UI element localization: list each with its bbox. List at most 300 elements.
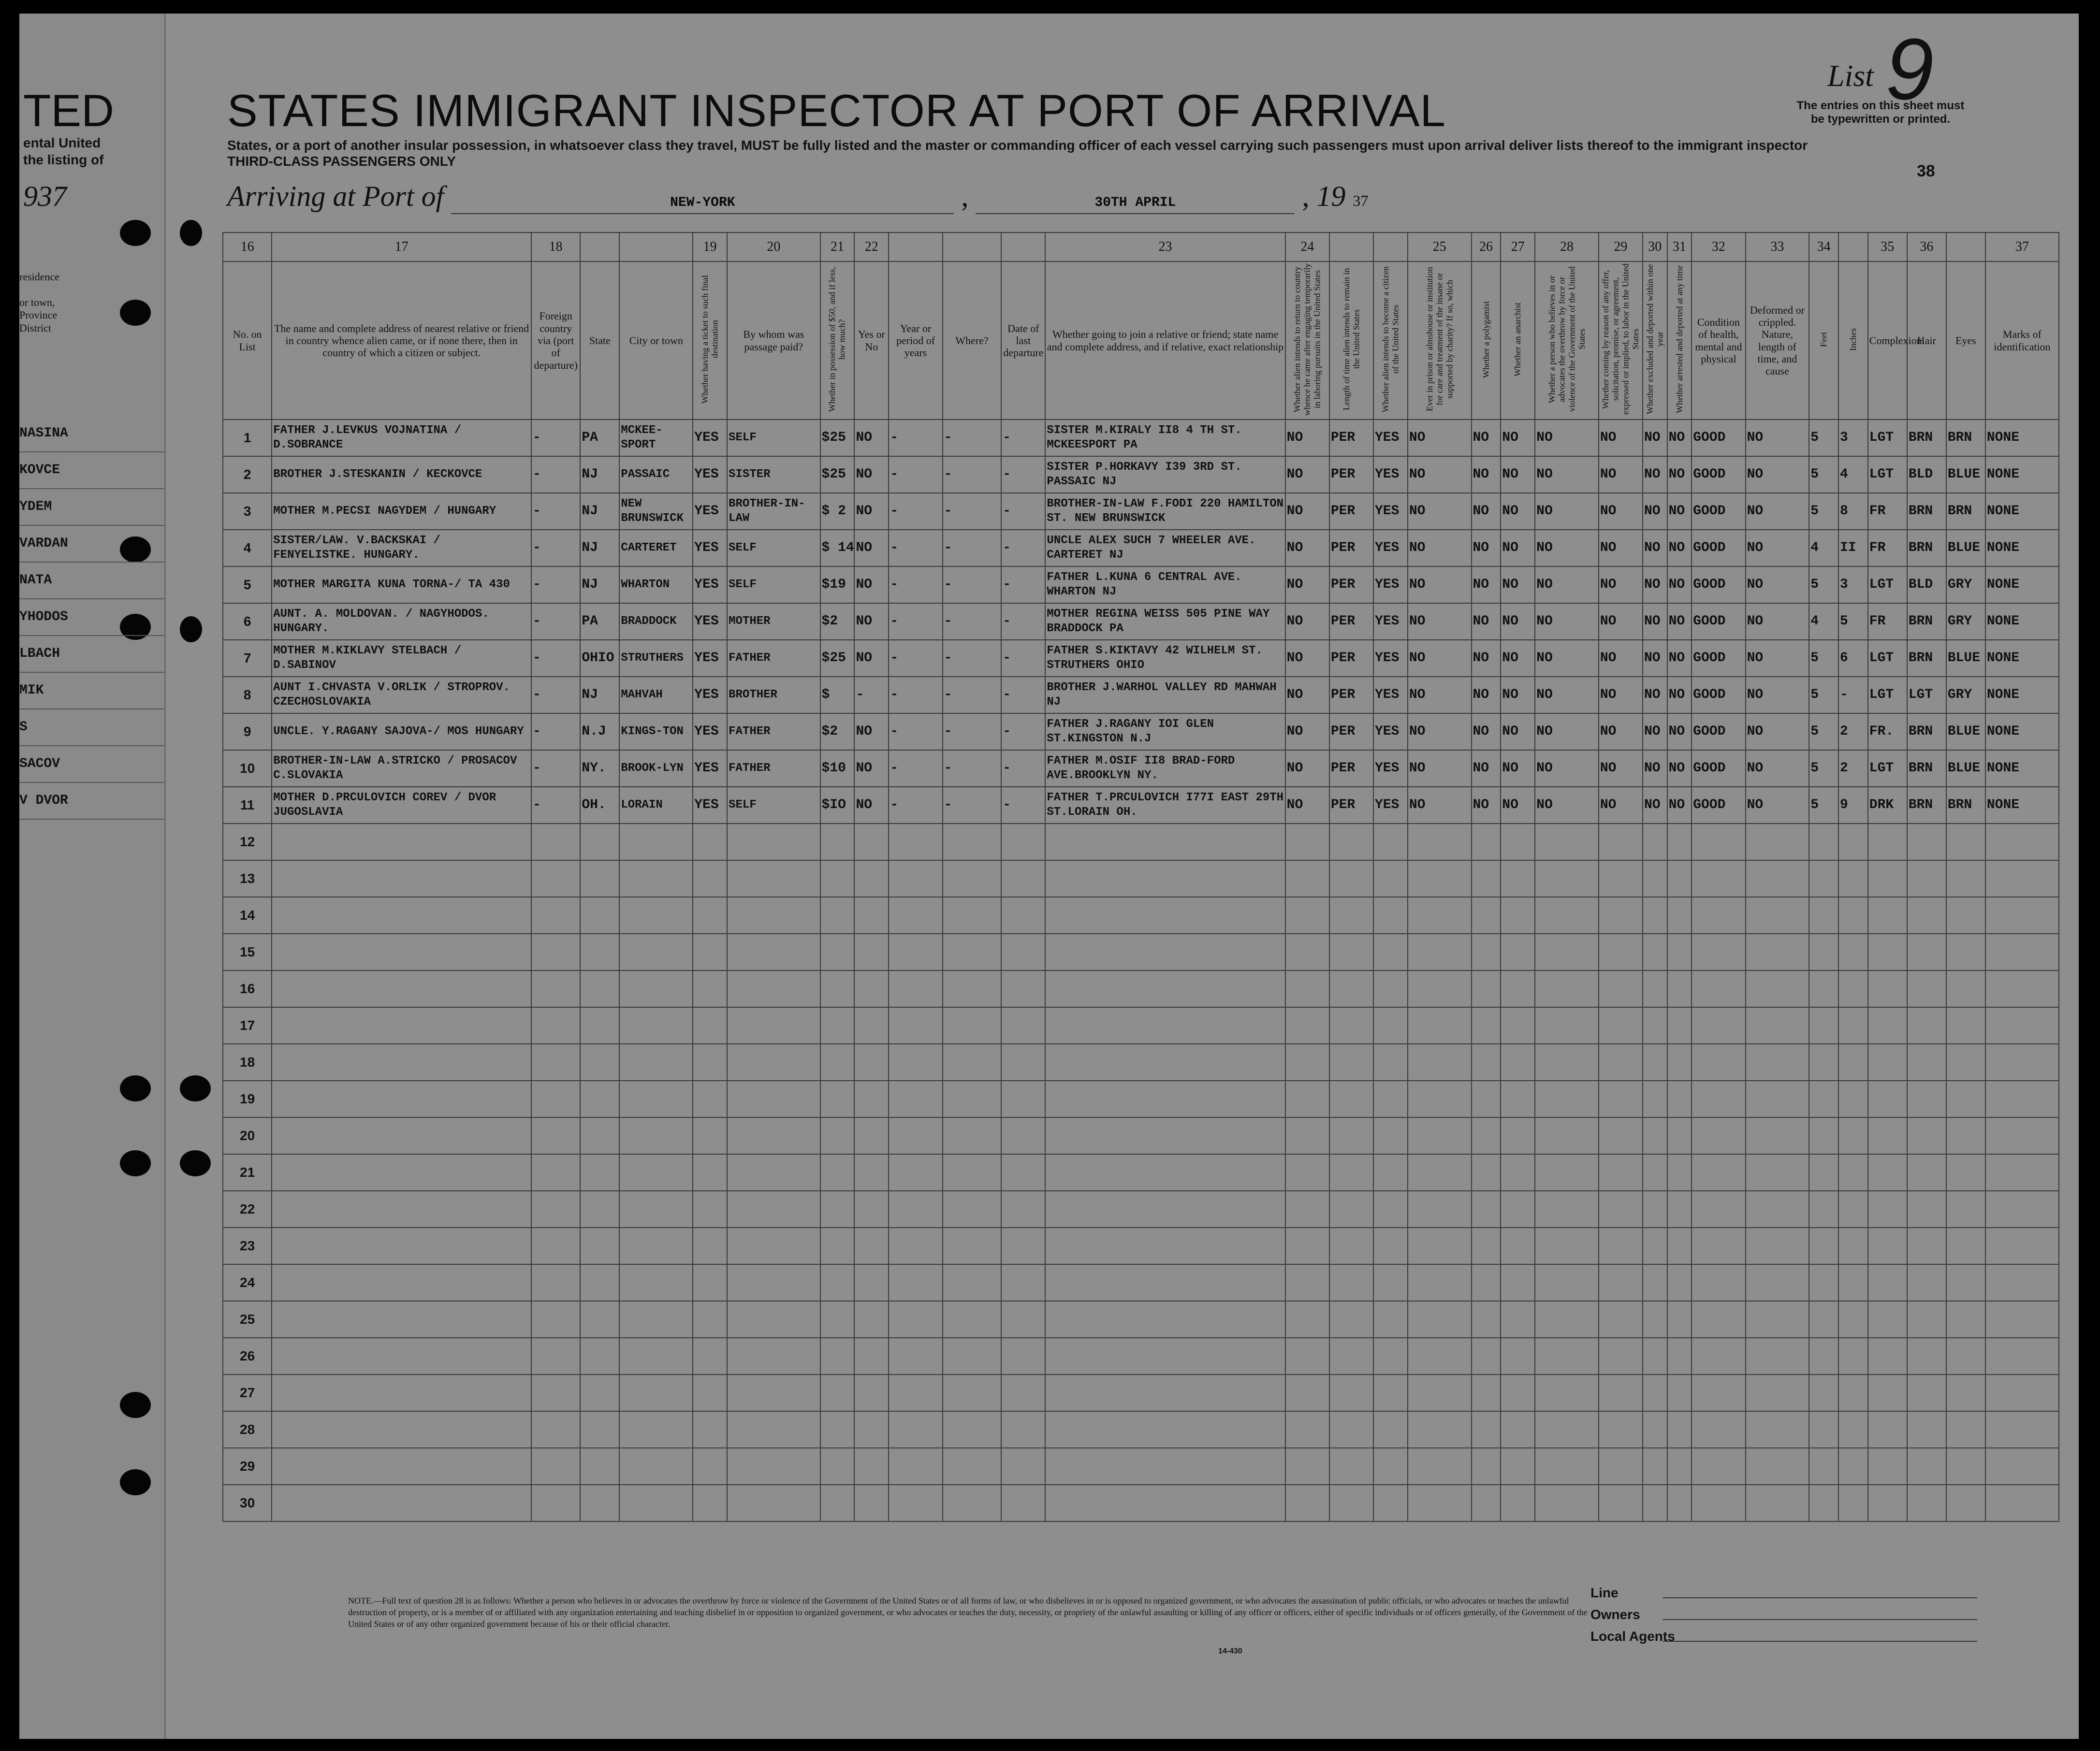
empty-cell: [943, 1081, 1002, 1117]
table-row: [223, 1191, 2059, 1228]
column-number: 36: [1907, 232, 1946, 261]
cell-state: NY.: [580, 750, 619, 787]
empty-cell: [1746, 824, 1809, 860]
cell-hair: BRN: [1907, 603, 1946, 640]
empty-cell: [272, 1485, 531, 1521]
empty-cell: [580, 1191, 619, 1228]
cell-where: -: [943, 566, 1002, 603]
cell-offer: NO: [1599, 603, 1643, 640]
empty-cell: [1535, 897, 1599, 934]
cell-foreign: -: [531, 493, 580, 530]
empty-cell: [1501, 1154, 1535, 1191]
empty-cell: [1868, 934, 1907, 970]
cell-ticket: YES: [693, 603, 727, 640]
header-feet: Feet: [1809, 261, 1838, 420]
cell-deformed: NO: [1746, 530, 1809, 566]
empty-cell: [1838, 1485, 1868, 1521]
empty-cell: [1329, 897, 1373, 934]
empty-cell: [1643, 1264, 1667, 1301]
empty-cell: [1985, 970, 2059, 1007]
empty-cell: [1746, 1448, 1809, 1485]
empty-cell: [1408, 934, 1472, 970]
cell-feet: 5: [1809, 456, 1838, 493]
empty-cell: [531, 824, 580, 860]
cell-overthrow: NO: [1535, 603, 1599, 640]
cell-foreign: -: [531, 530, 580, 566]
empty-cell: [580, 1228, 619, 1264]
empty-cell: [1472, 897, 1501, 934]
empty-cell: [889, 824, 942, 860]
cell-where: -: [943, 456, 1002, 493]
header-citizen: Whether alien intends to become a citizen of the United States: [1373, 261, 1408, 420]
cell-inches: 2: [1838, 750, 1868, 787]
empty-cell: [580, 1375, 619, 1411]
empty-cell: [1985, 1154, 2059, 1191]
cell-paid: SELF: [727, 566, 820, 603]
empty-cell: [1907, 1007, 1946, 1044]
empty-cell: [1692, 1448, 1745, 1485]
table-row: [223, 787, 2059, 824]
empty-cell: [1285, 1301, 1329, 1338]
cell-ticket: YES: [693, 530, 727, 566]
left-page-cell: SACOV: [19, 746, 164, 783]
empty-cell: [1838, 1044, 1868, 1081]
cell-no: 1: [223, 420, 272, 456]
table-row: [223, 1154, 2059, 1191]
empty-cell: [693, 1411, 727, 1448]
left-page-line: the listing of: [23, 152, 104, 167]
cell-citizen: YES: [1373, 456, 1408, 493]
cell-prison: NO: [1408, 677, 1472, 713]
empty-cell: [1501, 1007, 1535, 1044]
empty-cell: [1329, 1375, 1373, 1411]
empty-cell: [1045, 1375, 1285, 1411]
cell-ticket: YES: [693, 640, 727, 677]
empty-cell: [1809, 1264, 1838, 1301]
empty-cell: [1373, 1448, 1408, 1485]
cell-deformed: NO: [1746, 750, 1809, 787]
empty-cell: [1373, 1154, 1408, 1191]
empty-cell: [943, 1448, 1002, 1485]
cell-stay: PER: [1329, 530, 1373, 566]
cell-intend: NO: [1285, 566, 1329, 603]
table-row: [223, 1117, 2059, 1154]
cell-marks: NONE: [1985, 566, 2059, 603]
empty-cell: [820, 897, 855, 934]
cell-excl: NO: [1643, 603, 1667, 640]
column-number: [1329, 232, 1373, 261]
cell-stay: PER: [1329, 750, 1373, 787]
empty-cell: [272, 1264, 531, 1301]
cell-excl: NO: [1643, 493, 1667, 530]
empty-cell: [619, 1044, 693, 1081]
empty-cell: [1985, 824, 2059, 860]
cell-complexion: LGT: [1868, 566, 1907, 603]
empty-cell: [889, 897, 942, 934]
cell-years: -: [889, 640, 942, 677]
cell-years: -: [889, 530, 942, 566]
empty-cell: [1946, 897, 1985, 934]
cell-relative: MOTHER MARGITA KUNA TORNA-/ TA 430: [272, 566, 531, 603]
cell-join: FATHER J.RAGANY IOI GLEN ST.KINGSTON N.J: [1045, 713, 1285, 750]
cell-stay: PER: [1329, 713, 1373, 750]
empty-cell: [1907, 1264, 1946, 1301]
empty-cell: [272, 824, 531, 860]
cell-offer: NO: [1599, 713, 1643, 750]
empty-cell: [1001, 860, 1045, 897]
empty-cell: [1946, 1117, 1985, 1154]
cell-marks: NONE: [1985, 640, 2059, 677]
cell-no: 2: [223, 456, 272, 493]
cell-join: FATHER M.OSIF II8 BRAD-FORD AVE.BROOKLYN NY.: [1045, 750, 1285, 787]
cell-complexion: FR.: [1868, 713, 1907, 750]
cell-city: PASSAIC: [619, 456, 693, 493]
empty-cell: [1868, 1044, 1907, 1081]
cell-excl: NO: [1643, 713, 1667, 750]
empty-cell: [1373, 1338, 1408, 1375]
cell-intend: NO: [1285, 530, 1329, 566]
header-excluded: Whether excluded and deported within one year: [1643, 261, 1667, 420]
cell-marks: NONE: [1985, 493, 2059, 530]
empty-cell: [727, 1117, 820, 1154]
empty-cell: [1285, 1338, 1329, 1375]
table-row: [223, 750, 2059, 787]
cell-arrest: NO: [1667, 493, 1692, 530]
cell-citizen: YES: [1373, 530, 1408, 566]
cell-paid: MOTHER: [727, 603, 820, 640]
cell-complexion: FR: [1868, 603, 1907, 640]
cell-prison: NO: [1408, 640, 1472, 677]
cell-dep: -: [1001, 640, 1045, 677]
empty-cell: [1472, 1081, 1501, 1117]
header-foreign-country: Foreign country via (port of departure): [531, 261, 580, 420]
empty-cell: [1746, 1044, 1809, 1081]
cell-deformed: NO: [1746, 493, 1809, 530]
empty-cell: [1329, 1338, 1373, 1375]
typed-note: The entries on this sheet must be typewritten or printed.: [1796, 99, 1965, 126]
empty-cell: [1692, 897, 1745, 934]
empty-cell: [889, 1411, 942, 1448]
cell-anarch: NO: [1501, 677, 1535, 713]
empty-cell: [272, 860, 531, 897]
cell-relative: MOTHER M.PECSI NAGYDEM / HUNGARY: [272, 493, 531, 530]
empty-cell: [1599, 824, 1643, 860]
empty-cell: [1285, 934, 1329, 970]
cell-relative: FATHER J.LEVKUS VOJNATINA / D.SOBRANCE: [272, 420, 531, 456]
empty-cell: [1643, 1191, 1667, 1228]
cell-inches: 4: [1838, 456, 1868, 493]
cell-citizen: YES: [1373, 640, 1408, 677]
empty-cell: [1868, 1375, 1907, 1411]
empty-cell: [943, 1191, 1002, 1228]
cell-prison: NO: [1408, 420, 1472, 456]
empty-cell: [580, 970, 619, 1007]
empty-cell: [1692, 970, 1745, 1007]
empty-cell: [1838, 1007, 1868, 1044]
header-years: Year or period of years: [889, 261, 942, 420]
empty-cell: [1001, 1448, 1045, 1485]
empty-cell: [1985, 860, 2059, 897]
empty-cell: [272, 934, 531, 970]
empty-cell: [272, 1375, 531, 1411]
empty-cell: [1373, 1228, 1408, 1264]
cell-eyes: GRY: [1946, 677, 1985, 713]
punch-hole: [120, 1150, 151, 1176]
cell-offer: NO: [1599, 750, 1643, 787]
empty-cell: [1746, 1081, 1809, 1117]
empty-cell: [854, 860, 889, 897]
cell-state: NJ: [580, 677, 619, 713]
empty-cell: [1408, 1117, 1472, 1154]
empty-cell: [1599, 1448, 1643, 1485]
header-hair: Hair: [1907, 261, 1946, 420]
column-number: [1946, 232, 1985, 261]
cell-join: FATHER T.PRCULOVICH I77I EAST 29TH ST.LORAIN OH.: [1045, 787, 1285, 824]
empty-cell: [1692, 860, 1745, 897]
empty-cell: [1501, 1338, 1535, 1375]
empty-cell: [1599, 1007, 1643, 1044]
column-number: 31: [1667, 232, 1692, 261]
cell-overthrow: NO: [1535, 640, 1599, 677]
empty-cell: [1373, 970, 1408, 1007]
form-number: 14-430: [1218, 1647, 1242, 1655]
arriving-port-line: Arriving at Port of NEW-YORK , 30TH APRIL , 19 37: [227, 180, 1368, 214]
cell-foreign: -: [531, 787, 580, 824]
cell-inches: 2: [1838, 713, 1868, 750]
cell-city: STRUTHERS: [619, 640, 693, 677]
cell-no: 16: [223, 970, 272, 1007]
list-number: 9: [1885, 21, 1934, 118]
cell-dep: -: [1001, 750, 1045, 787]
cell-yes-no: NO: [854, 713, 889, 750]
empty-cell: [1285, 1264, 1329, 1301]
empty-cell: [1667, 1154, 1692, 1191]
manifest-body: [223, 420, 2059, 1521]
cell-state: NJ: [580, 456, 619, 493]
empty-cell: [943, 1338, 1002, 1375]
header-inches: Inches: [1838, 261, 1868, 420]
cell-health: GOOD: [1692, 713, 1745, 750]
empty-cell: [820, 1044, 855, 1081]
empty-cell: [1501, 1044, 1535, 1081]
empty-cell: [1907, 1448, 1946, 1485]
empty-cell: [1985, 1264, 2059, 1301]
column-number: [943, 232, 1002, 261]
empty-cell: [1868, 1081, 1907, 1117]
cell-hair: BRN: [1907, 493, 1946, 530]
empty-cell: [1946, 934, 1985, 970]
cell-offer: NO: [1599, 787, 1643, 824]
empty-cell: [1329, 970, 1373, 1007]
empty-cell: [1472, 1485, 1501, 1521]
cell-complexion: DRK: [1868, 787, 1907, 824]
empty-cell: [1501, 1264, 1535, 1301]
empty-cell: [1946, 1338, 1985, 1375]
empty-cell: [1001, 1485, 1045, 1521]
cell-no: 9: [223, 713, 272, 750]
empty-cell: [1045, 970, 1285, 1007]
empty-cell: [1838, 1191, 1868, 1228]
table-row: [223, 934, 2059, 970]
cell-inches: 5: [1838, 603, 1868, 640]
empty-cell: [1045, 824, 1285, 860]
cell-dep: -: [1001, 493, 1045, 530]
cell-excl: NO: [1643, 566, 1667, 603]
empty-cell: [1045, 1338, 1285, 1375]
cell-state: NJ: [580, 530, 619, 566]
cell-anarch: NO: [1501, 640, 1535, 677]
cell-feet: 4: [1809, 603, 1838, 640]
empty-cell: [943, 1007, 1002, 1044]
cell-hair: BRN: [1907, 750, 1946, 787]
empty-cell: [1692, 1081, 1745, 1117]
empty-cell: [1001, 897, 1045, 934]
empty-cell: [1838, 860, 1868, 897]
header-anarchist: Whether an anarchist: [1501, 261, 1535, 420]
empty-cell: [1946, 860, 1985, 897]
empty-cell: [820, 860, 855, 897]
empty-cell: [727, 970, 820, 1007]
empty-cell: [1746, 897, 1809, 934]
empty-cell: [943, 860, 1002, 897]
empty-cell: [1045, 860, 1285, 897]
empty-cell: [1746, 970, 1809, 1007]
left-page-cell: NASINA: [19, 416, 164, 452]
empty-cell: [1329, 1191, 1373, 1228]
cell-excl: NO: [1643, 530, 1667, 566]
empty-cell: [619, 1191, 693, 1228]
left-page-cell: YDEM: [19, 489, 164, 526]
empty-cell: [1535, 1154, 1599, 1191]
empty-cell: [693, 1007, 727, 1044]
empty-cell: [1001, 1411, 1045, 1448]
empty-cell: [619, 824, 693, 860]
empty-cell: [531, 1044, 580, 1081]
empty-cell: [1329, 1117, 1373, 1154]
cell-eyes: BLUE: [1946, 456, 1985, 493]
cell-offer: NO: [1599, 493, 1643, 530]
agents-label: Local Agents: [1590, 1629, 1675, 1644]
empty-cell: [1329, 1485, 1373, 1521]
cell-feet: 5: [1809, 713, 1838, 750]
empty-cell: [727, 824, 820, 860]
empty-cell: [1809, 1117, 1838, 1154]
empty-cell: [1692, 1301, 1745, 1338]
empty-cell: [854, 1007, 889, 1044]
cell-money: $2: [820, 713, 855, 750]
cell-health: GOOD: [1692, 530, 1745, 566]
empty-cell: [1001, 1264, 1045, 1301]
cell-years: -: [889, 713, 942, 750]
cell-where: -: [943, 493, 1002, 530]
empty-cell: [1868, 897, 1907, 934]
cell-health: GOOD: [1692, 677, 1745, 713]
empty-cell: [580, 1264, 619, 1301]
column-number: 33: [1746, 232, 1809, 261]
empty-cell: [1535, 1448, 1599, 1485]
empty-cell: [1868, 1117, 1907, 1154]
empty-cell: [854, 1301, 889, 1338]
empty-cell: [1285, 1485, 1329, 1521]
empty-cell: [943, 934, 1002, 970]
empty-cell: [272, 1411, 531, 1448]
cell-deformed: NO: [1746, 420, 1809, 456]
empty-cell: [531, 1448, 580, 1485]
cell-anarch: NO: [1501, 456, 1535, 493]
empty-cell: [1746, 1007, 1809, 1044]
empty-cell: [854, 1117, 889, 1154]
empty-cell: [820, 1411, 855, 1448]
empty-cell: [619, 1154, 693, 1191]
cell-health: GOOD: [1692, 420, 1745, 456]
empty-cell: [1643, 1081, 1667, 1117]
empty-cell: [1373, 1081, 1408, 1117]
empty-cell: [1809, 970, 1838, 1007]
empty-cell: [727, 897, 820, 934]
cell-overthrow: NO: [1535, 787, 1599, 824]
empty-cell: [1472, 1375, 1501, 1411]
left-page-cell: MIK: [19, 673, 164, 709]
empty-cell: [1667, 970, 1692, 1007]
header-polygamist: Whether a polygamist: [1472, 261, 1501, 420]
cell-prison: NO: [1408, 603, 1472, 640]
cell-foreign: -: [531, 456, 580, 493]
cell-health: GOOD: [1692, 493, 1745, 530]
column-number: 29: [1599, 232, 1643, 261]
empty-cell: [1809, 1338, 1838, 1375]
cell-paid: FATHER: [727, 713, 820, 750]
cell-excl: NO: [1643, 420, 1667, 456]
cell-health: GOOD: [1692, 750, 1745, 787]
empty-cell: [1329, 1411, 1373, 1448]
cell-money: $25: [820, 456, 855, 493]
empty-cell: [889, 1264, 942, 1301]
empty-cell: [1599, 1228, 1643, 1264]
empty-cell: [1907, 1301, 1946, 1338]
empty-cell: [1501, 1411, 1535, 1448]
empty-cell: [1329, 1154, 1373, 1191]
cell-marks: NONE: [1985, 713, 2059, 750]
cell-state: PA: [580, 420, 619, 456]
empty-cell: [727, 1007, 820, 1044]
empty-cell: [693, 1081, 727, 1117]
empty-cell: [1045, 1485, 1285, 1521]
cell-money: $10: [820, 750, 855, 787]
cell-overthrow: NO: [1535, 566, 1599, 603]
empty-cell: [1373, 1264, 1408, 1301]
empty-cell: [693, 1264, 727, 1301]
empty-cell: [1535, 1485, 1599, 1521]
table-row: [223, 456, 2059, 493]
cell-stay: PER: [1329, 456, 1373, 493]
header-offer: Whether coming by reason of any offer, solicitation, promise, or agreement, expressed or implied, to labor in the United States: [1599, 261, 1643, 420]
cell-yes-no: NO: [854, 787, 889, 824]
column-number-row: [223, 232, 2059, 261]
empty-cell: [1907, 1485, 1946, 1521]
empty-cell: [943, 1154, 1002, 1191]
arriving-label: Arriving at Port of: [227, 180, 444, 212]
empty-cell: [1643, 1448, 1667, 1485]
table-row: [223, 566, 2059, 603]
cell-state: OHIO: [580, 640, 619, 677]
cell-marks: NONE: [1985, 677, 2059, 713]
empty-cell: [1001, 1191, 1045, 1228]
empty-cell: [1373, 897, 1408, 934]
column-number: 21: [820, 232, 855, 261]
cell-where: -: [943, 603, 1002, 640]
cell-hair: BRN: [1907, 713, 1946, 750]
empty-cell: [1946, 824, 1985, 860]
